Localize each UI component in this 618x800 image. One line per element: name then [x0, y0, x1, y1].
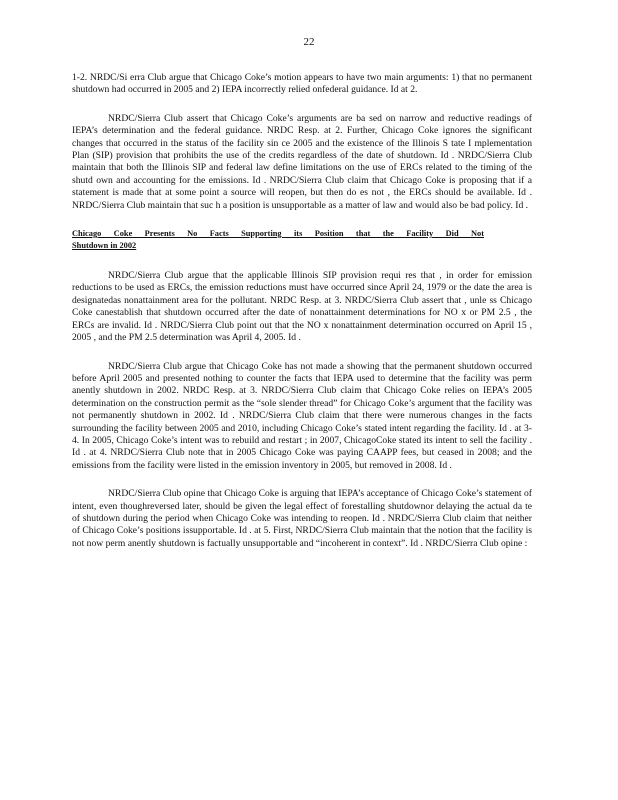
document-body — [72, 72, 532, 566]
section-heading-line-2: Shutdown in 2002 — [72, 241, 137, 251]
paragraph-sip-provision: NRDC/Sierra Club argue that the applicable Illinois SIP provision requi res that , in order for emission reductions to be used as ERCs, the emission reductions must have occurred since April 24, 1979 or the date the area is designatedas nonattainment area for the pollutant. NRDC Resp. at 3. NRDC/Sierra Club assert that , unle ss Chicago Coke canestablish that shutdown occurred after the date of nonattainment determinations for NO x or PM 2.5 , the ERCs are invalid. Id . NRDC/Sierra Club point out that the NO x nonattainment determination occurred on April 15 , 2005 , and the PM 2.5 determination was April 4, 2005. Id . — [72, 270, 532, 344]
paragraph-intro: 1-2. NRDC/Si erra Club argue that Chicago Coke’s motion appears to have two main arguments: 1) that no permanent shutdown had occurred in 2005 and 2) IEPA incorrectly relied onfederal guidance. Id at 2. — [72, 72, 532, 96]
paragraph-narrow-readings: NRDC/Sierra Club assert that Chicago Coke’s arguments are ba sed on narrow and reductive readings of IEPA’s determination and the federal guidance. NRDC Resp. at 2. Further, Chicago Coke ignores the significant changes that occurred in the status of the facility sin ce 2005 and the existence of the Illinois S tate I mplementation Plan (SIP) provision that prohibits the use of the credits regardless of the date of shutdown. Id . NRDC/Sierra Club maintain that both the Illinois SIP and federal law define limitations on the use of ERCs related to the timing of the shutd own and accounting for the emissions. Id . NRDC/Sierra Club claim that Chicago Coke is proposing that if a statement is made that at some point a source will reopen, but then do es not , the ERCs should be available. Id . NRDC/Sierra Club maintain that suc h a position is unsupportable as a matter of law and would also be bad policy. Id . — [72, 112, 532, 211]
paragraph-statement-of-intent: NRDC/Sierra Club opine that Chicago Coke is arguing that IEPA’s acceptance of Chicago Coke’s statement of intent, even thoughreversed later, should be given the legal effect of forestalling shutdownor delaying the actual da te of shutdown during the period when Chicago Coke was intending to reopen. Id . NRDC/Sierra Club claim that neither of Chicago Coke’s positions issupportable. Id . at 5. First, NRDC/Sierra Club maintain that the notion that the facility is not now perm anently shutdown is factually unsupportable and “incoherent in context”. Id . NRDC/Sierra Club opine : — [72, 488, 532, 549]
page-number: 22 — [303, 36, 315, 48]
section-heading-line-1: Chicago Coke Presents No Facts Supporting its Position that the Facility Did Not — [72, 229, 484, 239]
paragraph-permanent-shutdown: NRDC/Sierra Club argue that Chicago Coke has not made a showing that the permanent shutdown occurred before April 2005 and presented nothing to counter the facts that IEPA used to determine that the facility was perm anently shutdown in 2002. NRDC Resp. at 3. NRDC/Sierra Club claim that Chicago Coke relies on IEPA’s 2005 determination on the construction permit as the “sole slender thread” for Chicago Coke’s argument that the facility was not permanently shutdown in 2002. Id . NRDC/Sierra Club claim that there were numerous changes in the facts surrounding the facility between 2005 and 2010, including Chicago Coke’s stated intent regarding the facility. Id . at 3-4. In 2005, Chicago Coke’s intent was to rebuild and restart ; in 2007, ChicagoCoke stated its intent to sell the facility . Id . at 4. NRDC/Sierra Club note that in 2005 Chicago Coke was paying CAAPP fees, but ceased in 2008; and the emissions from the facility were listed in the emission inventory in 2005, but removed in 2008. Id . — [72, 360, 532, 471]
section-heading — [72, 228, 532, 252]
